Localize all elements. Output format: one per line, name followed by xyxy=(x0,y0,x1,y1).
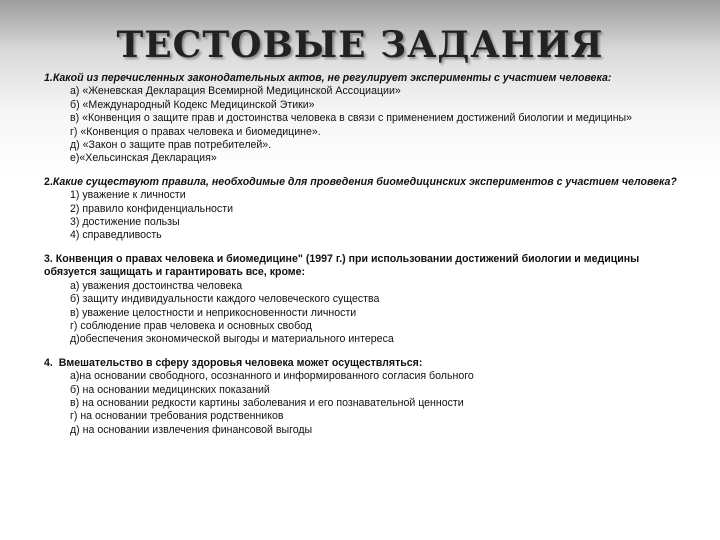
question-text xyxy=(44,357,684,370)
answer-option: 2) правило конфиденциальности xyxy=(70,202,234,215)
answer-option: г) на основании требования родственников xyxy=(70,410,284,423)
answer-options xyxy=(44,280,684,347)
answer-options xyxy=(44,370,684,437)
answer-option: 3) достижение пользы xyxy=(70,216,180,229)
question-1 xyxy=(44,72,684,166)
question-3 xyxy=(44,253,684,347)
answer-option: д) на основании извлечения финансовой выгоды xyxy=(70,423,313,436)
answer-option: в) «Конвенция о защите прав и достоинства человека в связи с применением достижений биологии и медицины» xyxy=(70,112,633,125)
answer-option: в) уважение целостности и неприкосновенности личности xyxy=(70,306,357,319)
answer-option: 4) справедливость xyxy=(70,229,162,242)
question-label: Вмешательство в сферу здоровья человека может осуществляться: xyxy=(58,356,423,369)
question-number: 4. xyxy=(44,356,53,369)
slide-title: ТЕСТОВЫЕ ЗАДАНИЯ xyxy=(116,24,604,66)
answer-option: д)обеспечения экономической выгоды и материального интереса xyxy=(70,333,394,346)
question-2 xyxy=(44,176,684,243)
answer-option: б) «Международный Кодекс Медицинской Этики» xyxy=(70,98,315,111)
question-4 xyxy=(44,357,684,437)
question-text xyxy=(44,176,684,189)
question-label: Конвенция о правах человека и биомедицине" (1997 г.) при использовании достижений биологии и медицины обязуется защищать и гарантировать все, кроме: xyxy=(44,252,640,279)
question-label: Какой из перечисленных законодательных актов, не регулирует эксперименты с участием человека: xyxy=(52,72,612,84)
answer-option: е)«Хельсинская Декларация» xyxy=(70,152,217,165)
question-number: 2. xyxy=(44,175,53,188)
answer-option: в) на основании редкости картины заболевания и его познавательной ценности xyxy=(70,396,464,409)
answer-option: г) «Конвенция о правах человека и биомедицине». xyxy=(70,125,321,138)
question-text xyxy=(44,253,684,280)
answer-option: д) «Закон о защите прав потребителей». xyxy=(70,139,272,152)
answer-option: а) «Женевская Декларация Всемирной Медицинской Ассоциации» xyxy=(70,85,401,98)
question-number: 1. xyxy=(44,72,53,84)
answer-option: а) уважения достоинства человека xyxy=(70,279,243,292)
question-label: Какие существуют правила, необходимые для проведения биомедицинских экспериментов с участием человека? xyxy=(52,175,677,188)
answer-option: г) соблюдение прав человека и основных свобод xyxy=(70,319,312,332)
answer-option: б) на основании медицинских показаний xyxy=(70,383,270,396)
questions-list xyxy=(44,72,684,447)
answer-option: б) защиту индивидуальности каждого человеческого существа xyxy=(70,293,380,306)
answer-option: 1) уважение к личности xyxy=(70,189,186,202)
question-text xyxy=(44,72,684,85)
answer-options xyxy=(44,85,684,165)
answer-option: а)на основании свободного, осознанного и информированного согласия больного xyxy=(70,370,474,383)
answer-options xyxy=(44,189,684,243)
question-number: 3. xyxy=(44,252,53,265)
